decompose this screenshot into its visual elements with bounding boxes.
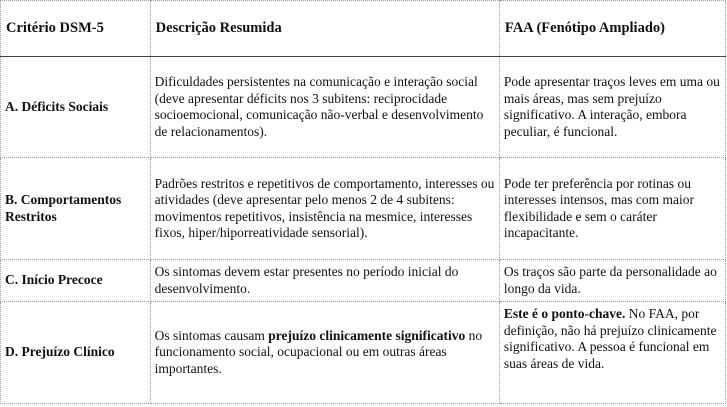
- description-cell: Os sintomas devem estar presentes no período inicial do desenvolvimento.: [150, 260, 499, 302]
- table-row: [1, 158, 726, 260]
- faa-cell: [499, 302, 725, 404]
- faa-key-point: Este é o ponto-chave.: [503, 306, 626, 321]
- description-cell: [150, 302, 499, 404]
- description-cell: Dificuldades persistentes na comunicação e interação social (deve apresentar déficits nos 3 subitens: reciprocidade socioemocional, comunicação não-verbal e desenvolvimento de relacionamentos).: [150, 57, 499, 158]
- description-text-bold: prejuízo clinicamente significativo: [268, 327, 466, 343]
- criterion-cell: D. Prejuízo Clínico: [1, 302, 151, 404]
- description-text-pre: Os sintomas causam: [154, 327, 269, 343]
- header-faa: FAA (Fenótipo Ampliado): [499, 1, 725, 57]
- table-row: [1, 57, 726, 158]
- faa-cell: Pode ter preferência por rotinas ou interesses intensos, mas com maior flexibilidade e sem o caráter incapacitante.: [499, 158, 725, 260]
- table-row: [1, 260, 726, 302]
- faa-cell: Os traços são parte da personalidade ao longo da vida.: [499, 260, 725, 302]
- criterion-cell: B. Comportamentos Restritos: [1, 158, 151, 260]
- table-header-row: [1, 1, 726, 57]
- faa-text-post: No FAA, por definição, não há prejuízo clinicamente significativo. A pessoa é funcional em suas áreas de vida.: [503, 306, 717, 371]
- description-text-post: no funcionamento social, ocupacional ou em outras áreas importantes.: [154, 327, 483, 376]
- criterion-cell: C. Início Precoce: [1, 260, 151, 302]
- header-description: Descrição Resumida: [150, 1, 499, 57]
- header-criterion: Critério DSM-5: [1, 1, 151, 57]
- faa-cell: Pode apresentar traços leves em uma ou mais áreas, mas sem prejuízo significativo. A interação, embora peculiar, é funcional.: [499, 57, 725, 158]
- criterion-cell: A. Déficits Sociais: [1, 57, 151, 158]
- table-row: [1, 302, 726, 404]
- description-cell: Padrões restritos e repetitivos de comportamento, interesses ou atividades (deve apresentar pelo menos 2 de 4 subitens: movimentos repetitivos, insistência na mesmice, interesses fixos, hiper/hiporreatividade sensorial).: [150, 158, 499, 260]
